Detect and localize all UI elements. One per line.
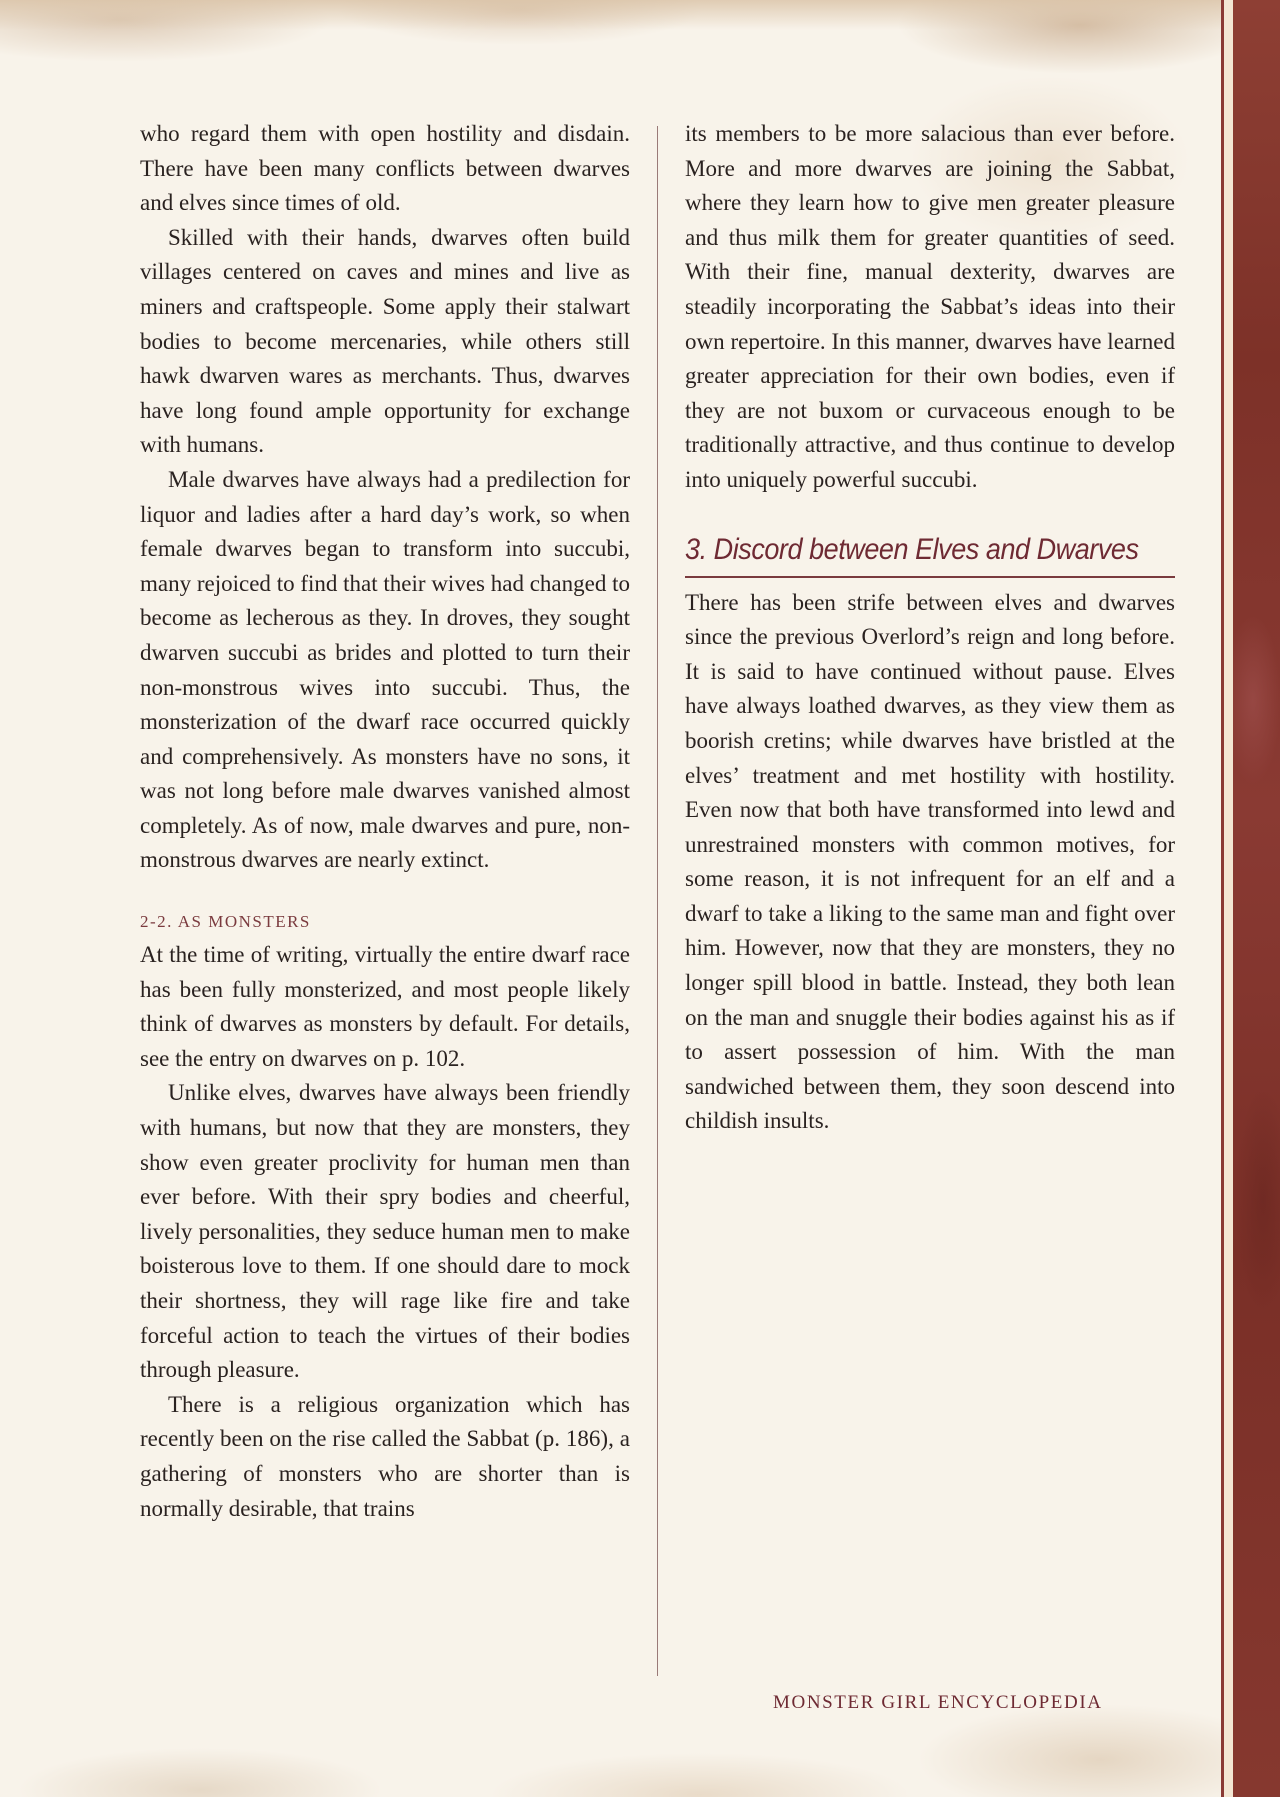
section-title-underline <box>685 576 1175 578</box>
column-divider <box>657 126 658 1676</box>
paragraph: There is a religious organization which has recently been on the rise called the Sabbat (p. 186), a gathering of monsters who are shorter than is normally desirable, that trains <box>140 1391 630 1521</box>
decorative-border-band <box>1233 0 1280 1797</box>
paragraph: Skilled with their hands, dwarves often build villages centered on caves and mines and live as miners and craftspeople. Some apply their stalwart bodies to become mercenaries, while others still hawk dwarven wares as merchants. Thus, dwarves have long found ample opportunity for exchange with humans. <box>140 224 630 458</box>
subsection-heading: 2-2. AS MONSTERS <box>140 912 311 932</box>
right-column <box>685 117 1175 1139</box>
paragraph: At the time of writing, virtually the entire dwarf race has been fully monsterized, and most people likely think of dwarves as monsters by default. For details, see the entry on dwarves on p. 102. <box>140 942 630 1071</box>
running-footer: MONSTER GIRL ENCYCLOPEDIA <box>773 1692 1103 1713</box>
paragraph: its members to be more salacious than ever before. More and more dwarves are joining the Sabbat, where they learn how to give men greater pleasure and thus milk them for greater quantities of seed. With their fine, manual dexterity, dwarves are steadily incorporating the Sabbat’s ideas into their own repertoire. In this manner, dwarves have learned greater appreciation for their own bodies, even if they are not buxom or curvaceous enough to be traditionally attractive, and thus continue to develop into uniquely powerful succubi. <box>685 121 1175 492</box>
paragraph: There has been strife between elves and dwarves since the previous Overlord’s reign and long before. It is said to have continued without pause. Elves have always loathed dwarves, as they view them as boorish cretins; while dwarves have bristled at the elves’ treatment and met hostility with hostility. Even now that both have transformed into lewd and unrestrained monsters with common motives, for some reason, it is not infrequent for an elf and a dwarf to take a liking to the same man and fight over him. However, now that they are monsters, they no longer spill blood in battle. Instead, they both lean on the man and snuggle their bodies against his as if to assert possession of him. With the man sandwiched between them, they soon descend into childish insults. <box>685 589 1175 1134</box>
left-column <box>140 117 630 1526</box>
paragraph: Unlike elves, dwarves have always been friendly with humans, but now that they are monsters, they show even greater proclivity for human men than ever before. With their spry bodies and cheerful, lively personalities, they seduce human men to make boisterous love to them. If one should dare to mock their shortness, they will rage like fire and take forceful action to teach the virtues of their bodies through pleasure. <box>140 1080 630 1383</box>
paragraph: Male dwarves have always had a predilection for liquor and ladies after a hard day’s work, so when female dwarves began to transform into succubi, many rejoiced to find that their wives had changed to become as lecherous as they. In droves, they sought dwarven succubi as brides and plotted to turn their non-monstrous wives into succubi. Thus, the monsterization of the dwarf race occurred quickly and comprehensively. As monsters have no sons, it was not long before male dwarves vanished almost completely. As of now, male dwarves and pure, non-monstrous dwarves are nearly extinct. <box>140 466 630 873</box>
paper-stain <box>0 0 1222 30</box>
section-title: 3. Discord between Elves and Dwarves <box>685 532 1139 566</box>
border-gap <box>1224 0 1233 1797</box>
paragraph: who regard them with open hostility and disdain. There have been many conflicts between dwarves and elves since times of old. <box>140 121 630 216</box>
